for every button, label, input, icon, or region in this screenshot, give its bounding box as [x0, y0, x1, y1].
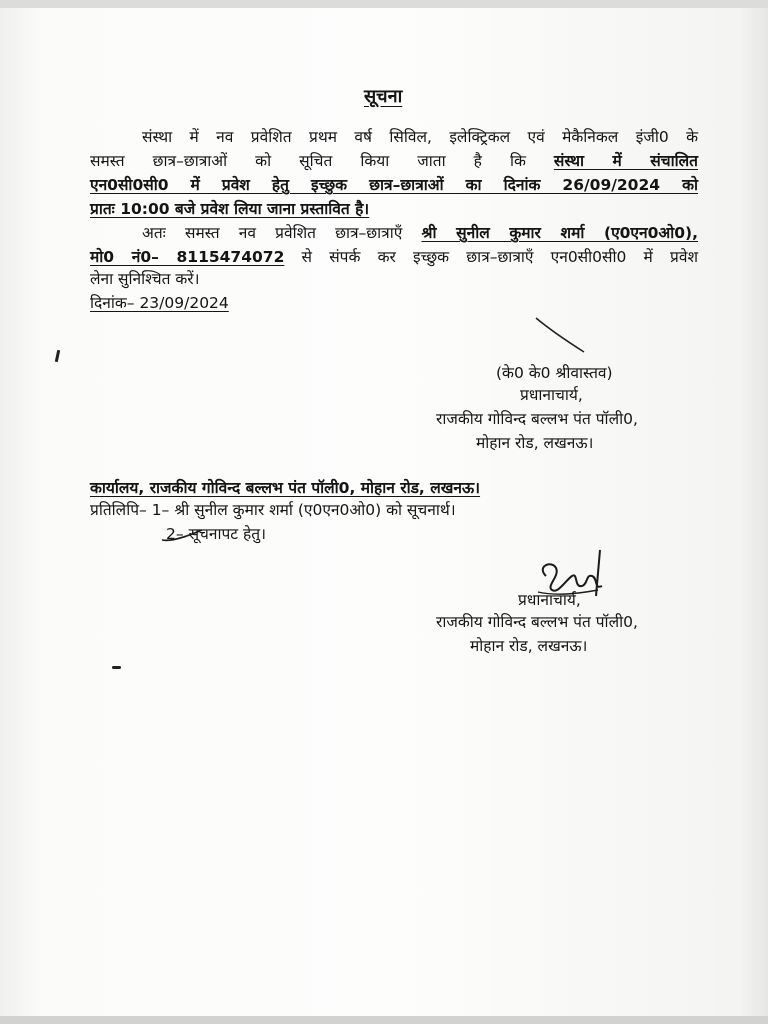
para1-line4: प्रातः 10:00 बजे प्रवेश लिया जाना प्रस्तावित है।	[90, 200, 370, 218]
signatory1-name: (के0 के0 श्रीवास्तव)	[496, 364, 613, 382]
para2-line1-text: अतः समस्त नव प्रवेशित छात्र–छात्राएँ	[142, 224, 403, 242]
para2-phone: मो0 नं0– 8115474072	[90, 248, 285, 266]
para1-line1-text: संस्था में नव प्रवेशित प्रथम वर्ष सिविल, इलेक्ट्रिकल एवं मेकैनिकल इंजी0 के	[142, 128, 698, 146]
signatory2-address: मोहान रोड, लखनऊ।	[470, 637, 588, 655]
para1-line2-text: समस्त छात्र–छात्राओं को सूचित किया जाता है कि	[90, 152, 526, 170]
copy-line1: प्रतिलिपि– 1– श्री सुनील कुमार शर्मा (ए0एन0ओ0) को सूचनार्थ।	[90, 501, 456, 519]
para1-line1	[142, 126, 698, 148]
signatory2-designation: प्रधानाचार्य,	[518, 591, 581, 609]
para2-line1	[142, 222, 698, 244]
copy-line2-number: 2–	[166, 525, 184, 543]
para1-line2	[90, 150, 698, 172]
signatory1-institution: राजकीय गोविन्द बल्लभ पंत पॉली0,	[436, 410, 638, 428]
signatory2-institution: राजकीय गोविन्द बल्लभ पंत पॉली0,	[436, 613, 638, 631]
scan-bottom-edge	[0, 1016, 768, 1024]
notice-date: दिनांक– 23/09/2024	[90, 294, 229, 312]
scan-top-edge	[0, 0, 768, 8]
signatory1-address: मोहान रोड, लखनऊ।	[476, 434, 594, 452]
signature-stroke	[530, 314, 590, 356]
para2-line1-bold: श्री सुनील कुमार शर्मा (ए0एन0ओ0),	[421, 224, 699, 242]
signatory1-designation: प्रधानाचार्य,	[520, 386, 583, 404]
para2-line3: लेना सुनिश्चित करें।	[90, 270, 200, 288]
para1-line3	[90, 174, 698, 196]
para1-line2-bold: संस्था में संचालित	[553, 152, 698, 170]
para2-line2-text: से संपर्क कर इच्छुक छात्र–छात्राएँ एन0सी0सी0 में प्रवेश	[301, 248, 698, 266]
notice-title: सूचना	[364, 86, 403, 107]
stray-mark-left	[55, 350, 60, 362]
office-heading: कार्यालय, राजकीय गोविन्द बल्लभ पंत पॉली0, मोहान रोड, लखनऊ।	[90, 479, 481, 497]
para1-line3-text: एन0सी0सी0 में प्रवेश हेतु इच्छुक छात्र–छात्राओं का दिनांक 26/09/2024 को	[90, 176, 698, 194]
copy-line2-text: सूचनापट हेतु।	[188, 525, 266, 543]
stray-mark-lower	[112, 666, 121, 669]
pen-tick-mark	[158, 524, 206, 546]
para2-line2	[90, 246, 698, 268]
